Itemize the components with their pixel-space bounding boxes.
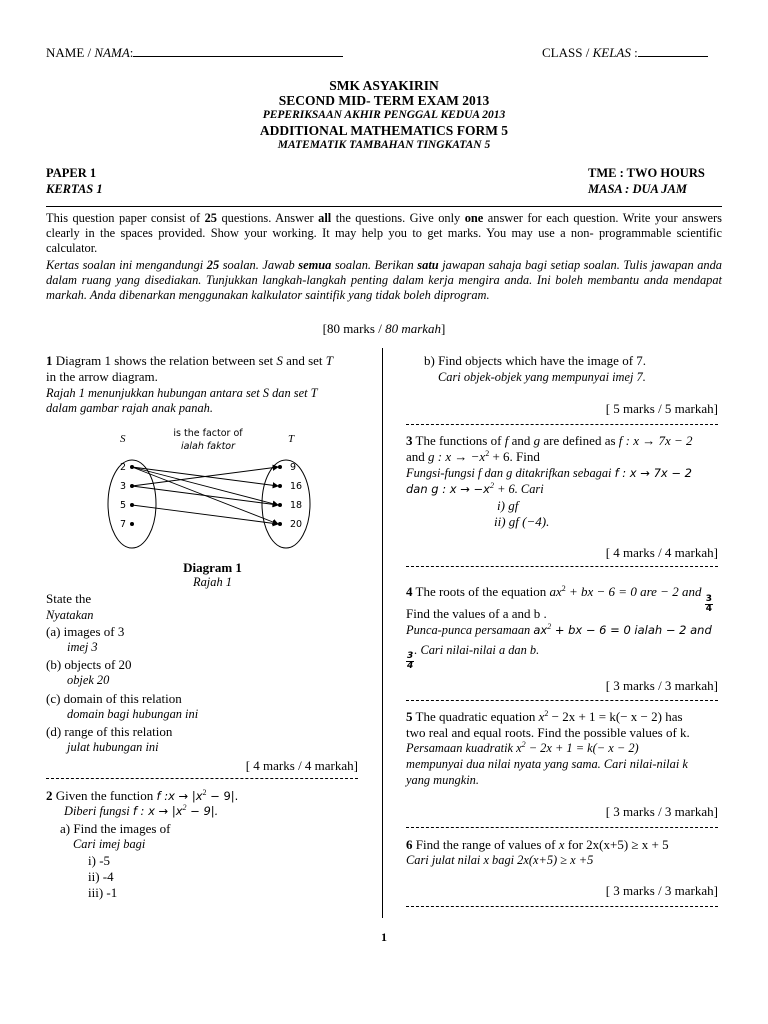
total-marks: [80 marks / 80 markah] xyxy=(322,321,446,336)
q1-text-line1: 1 Diagram 1 shows the relation between set S and set T xyxy=(46,353,334,368)
q3-separator xyxy=(406,566,718,567)
q2-item-ii: ii) -4 xyxy=(88,869,114,884)
instructions-en: This question paper consist of 25 questions. Answer all the questions. Give only one answer for each question. Write your answers clearly in the spaces provided. Show your working. It may help you to get marks. You may use a non- programmable scientific calculator. xyxy=(46,211,722,256)
arrow-3-18 xyxy=(132,486,278,505)
q6-text-line1: 6 Find the range of values of x for 2x(x+5) ≥ x + 5 xyxy=(406,837,669,852)
q4-text-my-line2: $\frac{3}{4}$ . Cari nilai-nilai a dan b. xyxy=(407,643,540,671)
column-divider xyxy=(382,348,383,918)
paper-label: PAPER 1 xyxy=(46,166,97,180)
diagram-caption-my: Rajah 1 xyxy=(193,575,232,589)
relation-label: is the factor of xyxy=(173,428,243,439)
s-element-5: 5 xyxy=(120,500,127,511)
q5-text-line2: two real and equal roots. Find the possible values of k. xyxy=(406,725,690,740)
t-element-18: 18 xyxy=(290,500,303,511)
q3-text-my-line2: dan g : $x \to -x^2 + 6$. Cari xyxy=(406,481,544,496)
q3-text-my-line1: Fungsi-fungsi f dan g ditakrifkan sebagai f : x → 7x − 2 xyxy=(406,466,692,480)
q1-separator xyxy=(46,778,358,779)
q1-part-a: (a) images of 3 xyxy=(46,624,125,639)
q4-fraction-my: $\frac{3}{4}$ xyxy=(407,651,414,671)
exam-title-my: PEPERIKSAAN AKHIR PENGGAL KEDUA 2013 xyxy=(262,109,506,121)
q1-part-c: (c) domain of this relation xyxy=(46,691,182,706)
q5-marks: [ 3 marks / 3 markah] xyxy=(605,804,718,819)
t-element-9: 9 xyxy=(290,462,297,473)
q1-part-c-my: domain bagi hubungan ini xyxy=(67,707,199,721)
diagram-caption: Diagram 1 xyxy=(183,560,242,575)
set-s-label: S xyxy=(120,433,126,445)
t-element-20: 20 xyxy=(290,519,303,530)
q1-part-d-my: julat hubungan ini xyxy=(67,740,159,754)
q1-part-d: (d) range of this relation xyxy=(46,724,173,739)
subject-title-my: MATEMATIK TAMBAHAN TINGKATAN 5 xyxy=(277,139,491,151)
s-element-3: 3 xyxy=(120,481,127,492)
name-blank[interactable] xyxy=(133,45,343,57)
time-label: TME : TWO HOURS xyxy=(588,166,705,180)
set-t-label: T xyxy=(288,433,295,445)
q5-separator xyxy=(406,827,718,828)
s-element-2: 2 xyxy=(120,462,127,473)
q2-part-a: a) Find the images of xyxy=(60,821,171,836)
q4-fraction: $\frac{3}{4}$ xyxy=(705,594,712,614)
q2-item-iii: iii) -1 xyxy=(88,885,118,900)
q5-text-my-line2: mempunyai dua nilai nyata yang sama. Cari nilai-nilai k xyxy=(406,757,688,771)
header-rule xyxy=(46,206,722,207)
exam-title: SECOND MID- TERM EXAM 2013 xyxy=(278,93,490,108)
q3-marks: [ 4 marks / 4 markah] xyxy=(605,545,718,560)
q4-text-line1: 4 The roots of the equation $ax^2$ + bx − 6 = 0 are − 2 and $\frac{3}{4}$ xyxy=(406,584,712,614)
q4-text-line2: Find the values of a and b . xyxy=(406,606,547,621)
q2-part-b-my: Cari objek-objek yang mempunyai imej 7. xyxy=(438,370,646,384)
q6-separator xyxy=(406,906,718,907)
q5-text-my-line1: Persamaan kuadratik $x^2 - 2x + 1 = k(- x - 2)$ xyxy=(406,740,639,755)
q2-part-a-my: Cari imej bagi xyxy=(73,837,146,851)
school-name: SMK ASYAKIRIN xyxy=(329,78,439,93)
q2-separator xyxy=(406,424,718,425)
relation-label-my: ialah faktor xyxy=(180,441,236,452)
q3-text-line1: 3 The functions of f and g are defined as f : x → 7x − 2 xyxy=(406,433,693,448)
q1-state-my: Nyatakan xyxy=(46,608,94,622)
subject-title: ADDITIONAL MATHEMATICS FORM 5 xyxy=(259,123,509,138)
paper-label-my: KERTAS 1 xyxy=(46,182,103,196)
q2-item-i: i) -5 xyxy=(88,853,111,868)
instructions-my: Kertas soalan ini mengandungi 25 soalan. Jawab semua soalan. Berikan satu jawapan sahaja bagi setiap soalan. Tulis jawapan anda dalam ruang yang disediakan. Tunjukkan langkah-langkah penting dalam kerja mengira anda. Ini boleh membantu anda mendapat markah. Anda dibenarkan menggunakan kalkulator saintifik yang tidak boleh diprogram. xyxy=(46,258,723,303)
q6-marks: [ 3 marks / 3 markah] xyxy=(605,883,718,898)
q2-text-line1: 2 Given the function f :x → $|x^2 - 9|$. xyxy=(46,788,239,803)
q2-text-my: Diberi fungsi f : $x \to |x^2 - 9|$. xyxy=(64,803,219,818)
q1-marks: [ 4 marks / 4 markah] xyxy=(245,758,358,773)
class-field-label: CLASS / KELAS : xyxy=(542,45,708,60)
time-label-my: MASA : DUA JAM xyxy=(588,182,687,196)
q1-text-line2: in the arrow diagram. xyxy=(46,369,158,384)
q4-text-my-line1: Punca-punca persamaan $ax^2$ + bx − 6 = 0 ialah − 2 and xyxy=(406,622,712,637)
s-element-7: 7 xyxy=(120,519,127,530)
arrow-diagram xyxy=(100,422,325,552)
q3-text-line2: and g : $x \to -x^2 + 6$. Find xyxy=(406,449,540,464)
q1-text-my-line1: Rajah 1 menunjukkan hubungan antara set S dan set T xyxy=(46,386,318,400)
q3-part-ii: ii) gf (−4). xyxy=(494,514,550,529)
q2-part-b: b) Find objects which have the image of 7. xyxy=(424,353,647,368)
q5-text-line1: 5 The quadratic equation $x^2 - 2x + 1 = k(- x - 2)$ has xyxy=(406,709,683,724)
q1-part-a-my: imej 3 xyxy=(67,640,98,654)
q1-part-b-my: objek 20 xyxy=(67,673,110,687)
page-number: 1 xyxy=(381,930,387,944)
q5-text-my-line3: yang mungkin. xyxy=(406,773,479,787)
q2-marks: [ 5 marks / 5 markah] xyxy=(605,401,718,416)
q1-state: State the xyxy=(46,591,92,606)
q3-part-i: i) gf xyxy=(497,498,519,513)
t-element-16: 16 xyxy=(290,481,303,492)
class-blank[interactable] xyxy=(638,45,708,57)
q6-text-my: Cari julat nilai x bagi 2x(x+5) ≥ x +5 xyxy=(406,853,594,867)
q4-separator xyxy=(406,700,718,701)
q1-part-b: (b) objects of 20 xyxy=(46,657,132,672)
q1-text-my-line2: dalam gambar rajah anak panah. xyxy=(46,401,213,415)
q4-marks: [ 3 marks / 3 markah] xyxy=(605,678,718,693)
name-field-label: NAME / NAMA: xyxy=(46,45,343,60)
